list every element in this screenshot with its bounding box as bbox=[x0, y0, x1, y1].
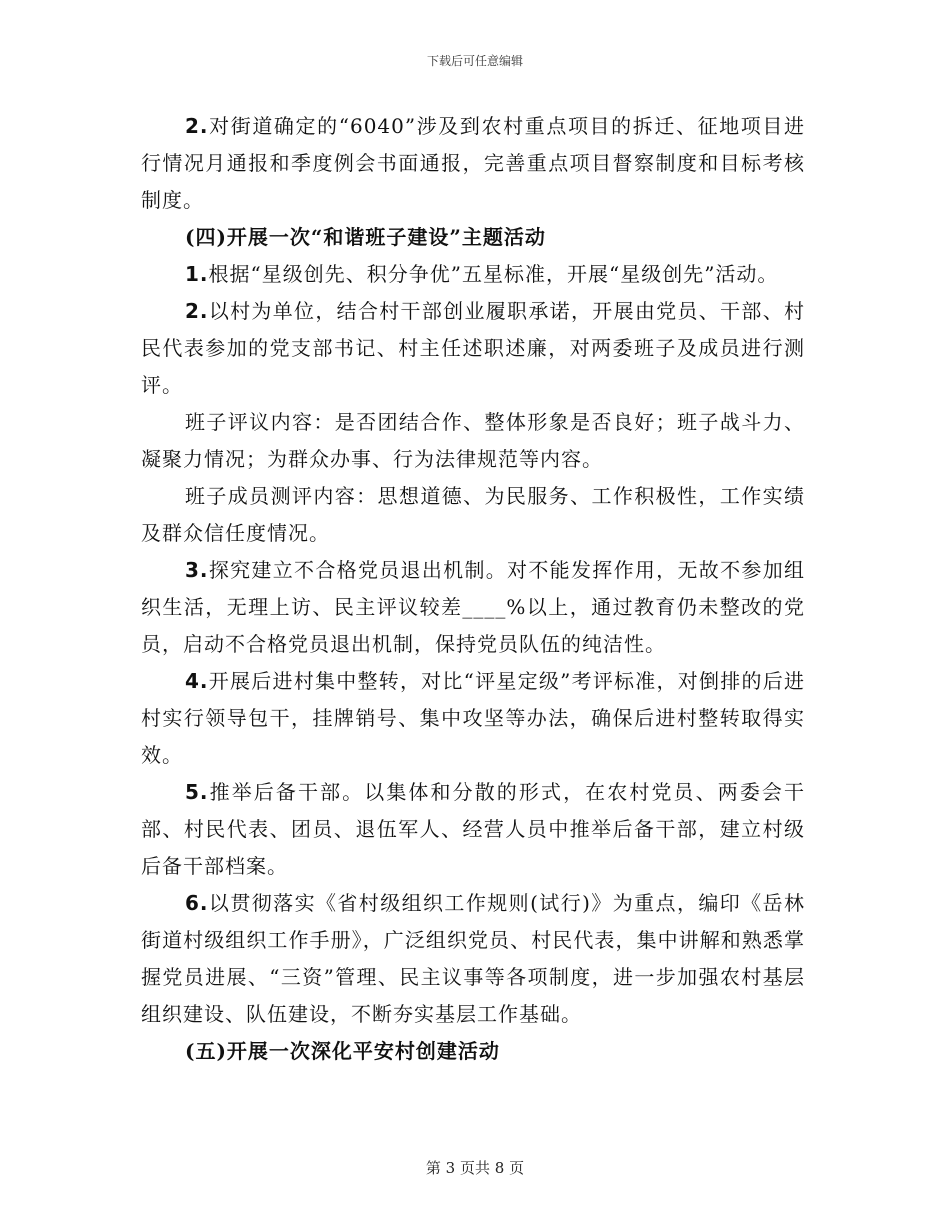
paragraph-team-review: 班子评议内容：是否团结合作、整体形象是否良好；班子战斗力、凝聚力情况；为群众办事、行为法律规范等内容。 bbox=[141, 410, 805, 471]
paragraph-item-1 bbox=[141, 256, 805, 293]
item-number: 2. bbox=[185, 114, 209, 138]
paragraph-member-review: 班子成员测评内容：思想道德、为民服务、工作积极性，工作实绩及群众信任度情况。 bbox=[141, 484, 805, 545]
paragraph-text: 以村为单位，结合村干部创业履职承诺，开展由党员、干部、村民代表参加的党支部书记、村主任述职述廉，对两委班子及成员进行测评。 bbox=[141, 299, 805, 397]
document-body bbox=[141, 108, 805, 1070]
paragraph-text: 以贯彻落实《省村级组织工作规则(试行)》为重点，编印《岳林街道村级组织工作手册》，广泛组织党员、村民代表，集中讲解和熟悉掌握党员进展、“三资”管理、民主议事等各项制度，进一步加强农村基层组织建设、队伍建设，不断夯实基层工作基础。 bbox=[141, 891, 805, 1026]
item-number: 4. bbox=[185, 669, 209, 693]
page-footer: 第 3 页共 8 页 bbox=[425, 1159, 525, 1177]
paragraph-text: 开展后进村集中整转，对比“评星定级”考评标准，对倒排的后进村实行领导包干，挂牌销号、集中攻坚等办法，确保后进村整转取得实效。 bbox=[141, 669, 805, 767]
item-number: 3. bbox=[185, 558, 209, 582]
paragraph-text: 根据“星级创先、积分争优”五星标准，开展“星级创先”活动。 bbox=[208, 262, 779, 286]
item-number: 1. bbox=[185, 262, 209, 286]
paragraph-item-4 bbox=[141, 663, 805, 774]
paragraph-text: 对街道确定的“6040”涉及到农村重点项目的拆迁、征地项目进行情况月通报和季度例会书面通报，完善重点项目督察制度和目标考核制度。 bbox=[141, 114, 805, 212]
item-number: 5. bbox=[185, 780, 209, 804]
paragraph-item-3 bbox=[141, 552, 805, 663]
item-number: 6. bbox=[185, 891, 209, 915]
paragraph-item-5 bbox=[141, 774, 805, 885]
paragraph-text: 探究建立不合格党员退出机制。对不能发挥作用，无故不参加组织生活，无理上访、民主评议较差____%以上，通过教育仍未整改的党员，启动不合格党员退出机制，保持党员队伍的纯洁性。 bbox=[141, 558, 805, 656]
section-heading-5: (五)开展一次深化平安村创建活动 bbox=[185, 1039, 500, 1063]
page-header: 下载后可任意编辑 bbox=[426, 54, 523, 68]
paragraph-item-6 bbox=[141, 885, 805, 1033]
paragraph-item-2 bbox=[141, 108, 805, 219]
paragraph-item-2b bbox=[141, 293, 805, 404]
section-heading-4: (四)开展一次“和谐班子建设”主题活动 bbox=[185, 225, 546, 249]
item-number: 2. bbox=[185, 299, 209, 323]
paragraph-text: 推举后备干部。以集体和分散的形式，在农村党员、两委会干部、村民代表、团员、退伍军人、经营人员中推举后备干部，建立村级后备干部档案。 bbox=[141, 780, 805, 878]
